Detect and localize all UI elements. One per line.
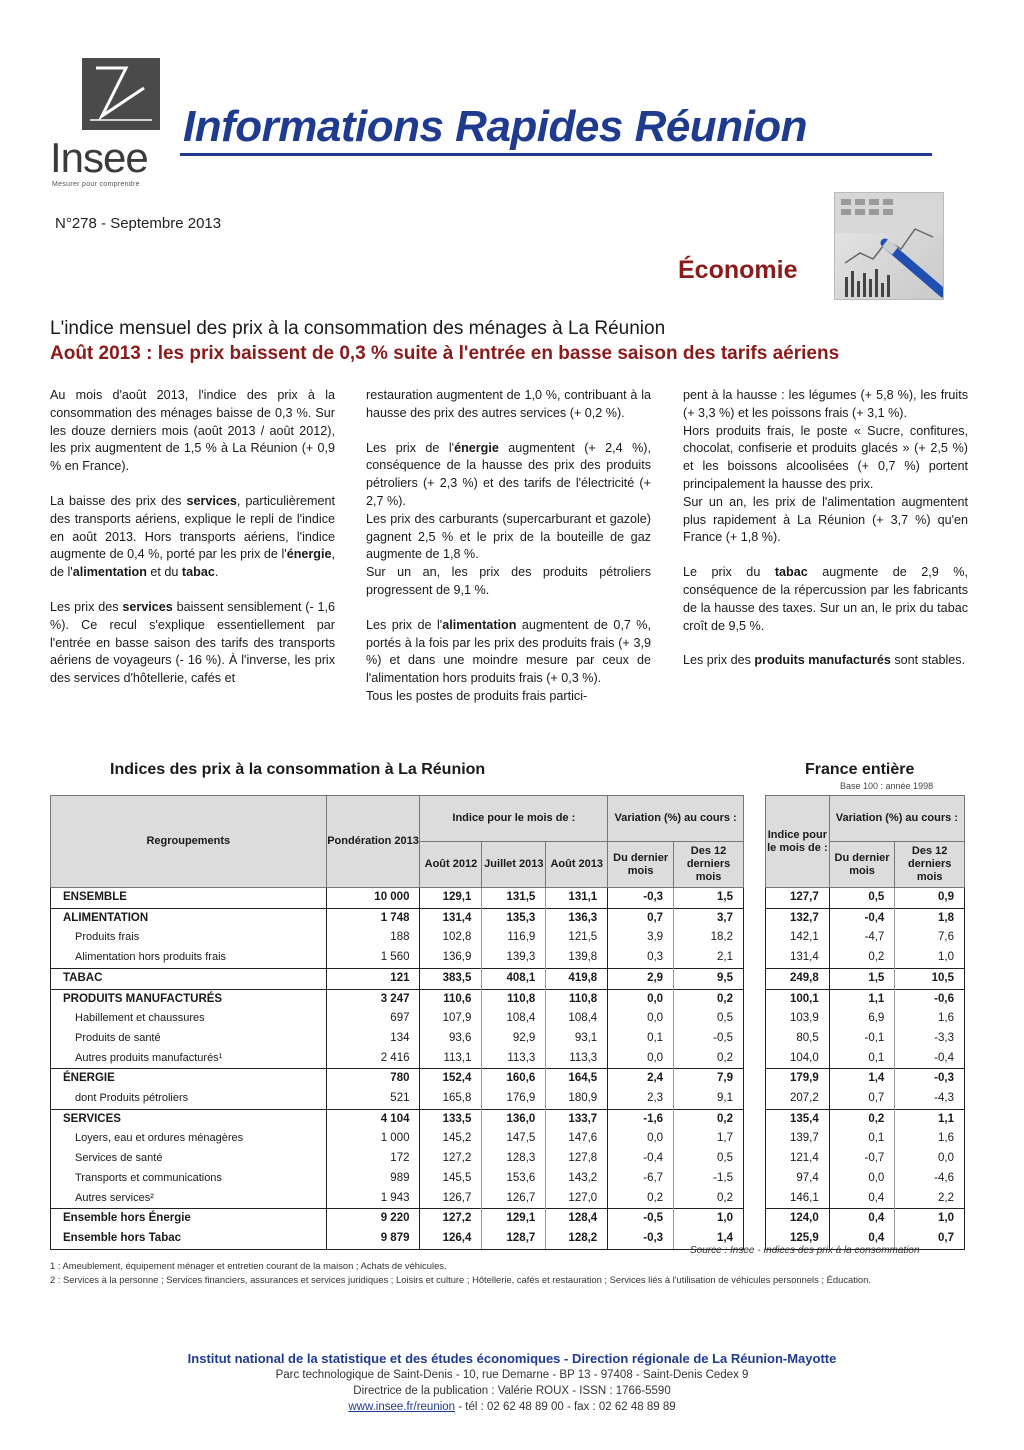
cell-aout-2013: 93,1 — [546, 1029, 608, 1049]
cell-ponderation: 697 — [326, 1009, 420, 1029]
cell-juillet-2013: 108,4 — [482, 1009, 546, 1029]
cell-aout-2013-fr: 179,9 — [766, 1069, 830, 1089]
cell-variation-mois-fr: 0,2 — [829, 1109, 895, 1129]
paragraph: Les prix des carburants (supercarburant et gazole) gagnent 2,5 % et le prix de la bouteille de gaz augmente de 1,8 %. — [366, 511, 651, 562]
table-source: Source : Insee - Indices des prix à la consommation — [690, 1245, 920, 1256]
cell-ponderation: 989 — [326, 1169, 420, 1189]
cell-variation-mois: 0,0 — [608, 989, 674, 1009]
paragraph: Au mois d'août 2013, l'indice des prix à la consommation des ménages baisse de 0,3 %. Sur les douze derniers mois (août 2013 / août 2012), les prix augmentent de 1,5 % à La Réunion (+ 0,9 % en France). — [50, 388, 335, 474]
cell-variation-mois: 0,7 — [608, 908, 674, 928]
cell-variation-12-mois-fr: -4,6 — [895, 1169, 965, 1189]
cell-variation-mois: 0,0 — [608, 1129, 674, 1149]
header-variation: Variation (%) au cours : — [608, 796, 744, 842]
cell-variation-12-mois: 18,2 — [674, 928, 744, 948]
cell-variation-mois-fr: 1,1 — [829, 989, 895, 1009]
cell-aout-2013: 180,9 — [546, 1089, 608, 1109]
cell-juillet-2013: 131,5 — [482, 888, 546, 909]
paragraph: Sur un an, les prix de l'alimentation augmentent plus rapidement à La Réunion (+ 3,7 %) qu'en France (+ 1,8 %). — [683, 494, 968, 545]
cell-variation-12-mois-fr: 7,6 — [895, 928, 965, 948]
cell-variation-mois-fr: -0,7 — [829, 1149, 895, 1169]
cell-aout-2013-fr: 103,9 — [766, 1009, 830, 1029]
cell-variation-mois-fr: 0,4 — [829, 1189, 895, 1209]
cell-variation-mois: -6,7 — [608, 1169, 674, 1189]
cell-aout-2013: 147,6 — [546, 1129, 608, 1149]
cell-variation-12-mois: 1,0 — [674, 1209, 744, 1229]
cell-aout-2012: 127,2 — [420, 1209, 482, 1229]
paragraph: La baisse des prix des services, particulièrement des transports aériens, explique le repli de l'indice en août 2013. Hors transports aériens, l'indice augmente de 0,4 %, porté par les prix de l'énergie, de l'alimentation et du tabac. — [50, 493, 336, 580]
cell-juillet-2013: 136,0 — [482, 1109, 546, 1129]
cell-aout-2012: 165,8 — [420, 1089, 482, 1109]
header-12-mois-fr: Des 12 derniers mois — [895, 842, 965, 888]
cell-aout-2013-fr: 121,4 — [766, 1149, 830, 1169]
cell-aout-2012: 136,9 — [420, 948, 482, 968]
row-label: PRODUITS MANUFACTURÉS — [51, 989, 327, 1009]
cell-variation-mois-fr: 0,5 — [829, 888, 895, 909]
table-row — [766, 1009, 965, 1029]
cell-variation-12-mois-fr: -3,3 — [895, 1029, 965, 1049]
cpi-table-reunion — [50, 795, 744, 1250]
table-row — [51, 1189, 744, 1209]
cell-juillet-2013: 113,3 — [482, 1049, 546, 1069]
cell-aout-2013-fr: 127,7 — [766, 888, 830, 909]
cell-variation-12-mois-fr: 0,9 — [895, 888, 965, 909]
cell-juillet-2013: 126,7 — [482, 1189, 546, 1209]
paragraph: Les prix des produits manufacturés sont stables. — [683, 653, 966, 668]
issue-number: N°278 - Septembre 2013 — [55, 215, 222, 232]
cell-variation-12-mois-fr: 2,2 — [895, 1189, 965, 1209]
cell-variation-12-mois-fr: -0,4 — [895, 1049, 965, 1069]
paragraph: Sur un an, les prix des produits pétroliers progressent de 9,1 %. — [366, 565, 651, 597]
article-column-2 — [366, 387, 651, 706]
cell-aout-2013-fr: 207,2 — [766, 1089, 830, 1109]
insee-logo — [50, 56, 170, 186]
cell-ponderation: 172 — [326, 1149, 420, 1169]
cell-juillet-2013: 139,3 — [482, 948, 546, 968]
header-ponderation: Pondération 2013 — [326, 796, 420, 888]
cell-ponderation: 2 416 — [326, 1049, 420, 1069]
header-juillet-2013: Juillet 2013 — [482, 842, 546, 888]
cell-juillet-2013: 408,1 — [482, 968, 546, 989]
cell-variation-12-mois: 7,9 — [674, 1069, 744, 1089]
cell-aout-2013-fr: 124,0 — [766, 1209, 830, 1229]
cell-aout-2013: 164,5 — [546, 1069, 608, 1089]
article-column-1 — [50, 387, 335, 688]
cell-aout-2012: 126,7 — [420, 1189, 482, 1209]
cell-aout-2012: 107,9 — [420, 1009, 482, 1029]
table-row — [766, 1169, 965, 1189]
header-variation-fr: Variation (%) au cours : — [829, 796, 964, 842]
header-12-mois: Des 12 derniers mois — [674, 842, 744, 888]
article-column-3 — [683, 387, 968, 670]
table-row — [766, 968, 965, 989]
cell-variation-12-mois: 1,7 — [674, 1129, 744, 1149]
cell-aout-2012: 131,4 — [420, 908, 482, 928]
cell-variation-mois: 2,3 — [608, 1089, 674, 1109]
row-label: Habillement et chaussures — [51, 1009, 327, 1029]
row-label: Services de santé — [51, 1149, 327, 1169]
cell-variation-12-mois-fr: 10,5 — [895, 968, 965, 989]
paragraph: Les prix de l'alimentation augmentent de 0,7 %, portés à la fois par les prix des produits frais (+ 3,9 %) et dans une moindre mesure par ceux de l'alimentation hors produits frais (+ 0,3 %). — [366, 617, 651, 686]
table-row — [51, 1049, 744, 1069]
footnote-1: 1 : Ameublement, équipement ménager et entretien courant de la maison ; Achats de véhicules. — [50, 1260, 447, 1271]
cell-ponderation: 188 — [326, 928, 420, 948]
cell-aout-2013: 419,8 — [546, 968, 608, 989]
cell-variation-12-mois-fr: 0,0 — [895, 1149, 965, 1169]
cell-variation-mois: 2,9 — [608, 968, 674, 989]
header-aout-2013: Août 2013 — [546, 842, 608, 888]
cell-aout-2012: 127,2 — [420, 1149, 482, 1169]
row-label: Ensemble hors Tabac — [51, 1229, 327, 1249]
publication-title: Informations Rapides Réunion — [183, 102, 808, 151]
cell-ponderation: 9 220 — [326, 1209, 420, 1229]
cell-variation-mois-fr: 1,5 — [829, 968, 895, 989]
cell-juillet-2013: 147,5 — [482, 1129, 546, 1149]
footer-publication-director: Directrice de la publication : Valérie ROUX - ISSN : 1766-5590 — [353, 1385, 671, 1397]
cell-aout-2013-fr: 139,7 — [766, 1129, 830, 1149]
cell-variation-12-mois: 9,5 — [674, 968, 744, 989]
cell-aout-2013: 108,4 — [546, 1009, 608, 1029]
cell-variation-12-mois: -0,5 — [674, 1029, 744, 1049]
logo-word: Insee — [50, 134, 148, 181]
cell-aout-2013-fr: 97,4 — [766, 1169, 830, 1189]
cell-variation-mois: -0,3 — [608, 1229, 674, 1249]
row-label: Loyers, eau et ordures ménagères — [51, 1129, 327, 1149]
article-subtitle: L'indice mensuel des prix à la consommation des ménages à La Réunion — [50, 318, 666, 339]
cell-variation-12-mois: 0,5 — [674, 1009, 744, 1029]
cell-variation-mois: 0,0 — [608, 1049, 674, 1069]
row-label: ÉNERGIE — [51, 1069, 327, 1089]
cell-variation-mois-fr: 0,4 — [829, 1209, 895, 1229]
paragraph: restauration augmentent de 1,0 %, contribuant à la hausse des prix des autres services (+ 0,2 %). — [366, 388, 651, 420]
cell-juillet-2013: 129,1 — [482, 1209, 546, 1229]
cell-ponderation: 780 — [326, 1069, 420, 1089]
cell-ponderation: 10 000 — [326, 888, 420, 909]
table-row — [51, 1209, 744, 1229]
row-label: ENSEMBLE — [51, 888, 327, 909]
table-row — [51, 1109, 744, 1129]
cell-aout-2013-fr: 125,9 — [766, 1229, 830, 1249]
cell-aout-2013: 127,8 — [546, 1149, 608, 1169]
insee-logo-mark — [82, 58, 160, 130]
cell-variation-12-mois: 3,7 — [674, 908, 744, 928]
cell-variation-mois: 0,3 — [608, 948, 674, 968]
cell-juillet-2013: 135,3 — [482, 908, 546, 928]
cell-variation-12-mois: 1,5 — [674, 888, 744, 909]
table-row — [766, 1089, 965, 1109]
footnotes — [50, 1259, 970, 1287]
cell-ponderation: 4 104 — [326, 1109, 420, 1129]
cell-aout-2013-fr: 132,7 — [766, 908, 830, 928]
table-title-france: France entière — [805, 761, 915, 778]
row-label: SERVICES — [51, 1109, 327, 1129]
table-row — [766, 1109, 965, 1129]
cell-ponderation: 521 — [326, 1089, 420, 1109]
cell-variation-12-mois-fr: -0,3 — [895, 1069, 965, 1089]
cell-variation-12-mois: 0,2 — [674, 1189, 744, 1209]
cell-ponderation: 9 879 — [326, 1229, 420, 1249]
cell-aout-2012: 113,1 — [420, 1049, 482, 1069]
cell-aout-2013: 136,3 — [546, 908, 608, 928]
cell-aout-2013: 127,0 — [546, 1189, 608, 1209]
table-row — [51, 1089, 744, 1109]
table-row — [766, 908, 965, 928]
footnote-2: 2 : Services à la personne ; Services financiers, assurances et services juridiques ; Loisirs et culture ; Hôtellerie, cafés et restauration ; Services liés à l'utilisation de véhicules personnels ; Éducation. — [50, 1274, 871, 1285]
cell-variation-mois: -0,5 — [608, 1209, 674, 1229]
paragraph: Hors produits frais, le poste « Sucre, confitures, chocolat, confiserie et produits glacés » (+ 2,5 %) et les boissons alcoolisées (+ 0,7 %) portent principalement la hausse des prix. — [683, 423, 968, 491]
table-row — [51, 1029, 744, 1049]
cpi-table-france — [765, 795, 965, 1250]
table-row — [51, 948, 744, 968]
footer-address: Parc technologique de Saint-Denis - 10, rue Demarne - BP 13 - 97408 - Saint-Denis Cedex 9 — [275, 1369, 749, 1381]
paragraph: Les prix de l'énergie augmentent (+ 2,4 %), conséquence de la hausse des prix des produits pétroliers (+ 2,3 %) et des tarifs de l'électricité (+ 2,7 %). — [366, 440, 651, 508]
row-label: dont Produits pétroliers — [51, 1089, 327, 1109]
cell-variation-mois-fr: -0,4 — [829, 908, 895, 928]
cell-variation-mois-fr: 0,7 — [829, 1089, 895, 1109]
table-row — [766, 928, 965, 948]
table-row — [51, 989, 744, 1009]
row-label: ALIMENTATION — [51, 908, 327, 928]
cell-variation-12-mois-fr: 1,6 — [895, 1129, 965, 1149]
cell-aout-2012: 93,6 — [420, 1029, 482, 1049]
cell-aout-2012: 133,5 — [420, 1109, 482, 1129]
table-row — [51, 968, 744, 989]
cell-variation-12-mois-fr: 1,8 — [895, 908, 965, 928]
table-row — [51, 1169, 744, 1189]
cell-aout-2013-fr: 146,1 — [766, 1189, 830, 1209]
cell-aout-2013: 133,7 — [546, 1109, 608, 1129]
paragraph: Tous les postes de produits frais partici- — [366, 688, 588, 703]
header-dernier-mois: Du dernier mois — [608, 842, 674, 888]
logo-tagline: Mesurer pour comprendre — [52, 181, 140, 188]
table-row — [51, 1149, 744, 1169]
table-row — [766, 1029, 965, 1049]
cell-ponderation: 1 560 — [326, 948, 420, 968]
cell-aout-2013: 121,5 — [546, 928, 608, 948]
cell-aout-2013: 131,1 — [546, 888, 608, 909]
cell-aout-2012: 145,2 — [420, 1129, 482, 1149]
cell-aout-2013-fr: 104,0 — [766, 1049, 830, 1069]
table-row — [766, 1129, 965, 1149]
cell-aout-2013: 128,4 — [546, 1209, 608, 1229]
paragraph: pent à la hausse : les légumes (+ 5,8 %), les fruits (+ 3,3 %) et les poissons frais (+ 3,1 %). — [683, 388, 968, 420]
cell-variation-mois: 0,0 — [608, 1009, 674, 1029]
cell-aout-2013-fr: 80,5 — [766, 1029, 830, 1049]
cell-variation-mois: -1,6 — [608, 1109, 674, 1129]
cell-aout-2012: 126,4 — [420, 1229, 482, 1249]
cell-ponderation: 1 943 — [326, 1189, 420, 1209]
paragraph: Le prix du tabac augmente de 2,9 %, conséquence de la répercussion par les fabricants de la hausse des taxes. Sur un an, le prix du tabac croît de 9,5 %. — [683, 565, 968, 633]
table-row — [51, 1229, 744, 1249]
row-label: Alimentation hors produits frais — [51, 948, 327, 968]
cell-juillet-2013: 92,9 — [482, 1029, 546, 1049]
cell-juillet-2013: 176,9 — [482, 1089, 546, 1109]
cell-aout-2013-fr: 131,4 — [766, 948, 830, 968]
table-row — [766, 989, 965, 1009]
header-dernier-mois-fr: Du dernier mois — [829, 842, 895, 888]
cell-aout-2013: 113,3 — [546, 1049, 608, 1069]
cell-aout-2013-fr: 142,1 — [766, 928, 830, 948]
base-note: Base 100 : année 1998 — [840, 781, 934, 791]
cell-juillet-2013: 128,7 — [482, 1229, 546, 1249]
cell-variation-mois: 2,4 — [608, 1069, 674, 1089]
header-regroupements: Regroupements — [51, 796, 327, 888]
cell-aout-2013: 128,2 — [546, 1229, 608, 1249]
cell-variation-mois-fr: -0,1 — [829, 1029, 895, 1049]
cell-variation-mois-fr: -4,7 — [829, 928, 895, 948]
cell-juillet-2013: 110,8 — [482, 989, 546, 1009]
cell-juillet-2013: 128,3 — [482, 1149, 546, 1169]
cell-aout-2013: 139,8 — [546, 948, 608, 968]
cell-variation-12-mois-fr: -4,3 — [895, 1089, 965, 1109]
page-footer — [0, 1350, 1024, 1415]
cell-variation-mois: 0,2 — [608, 1189, 674, 1209]
cell-aout-2013-fr: 249,8 — [766, 968, 830, 989]
table-row — [766, 1069, 965, 1089]
cell-aout-2013: 143,2 — [546, 1169, 608, 1189]
row-label: Produits frais — [51, 928, 327, 948]
paragraph: Les prix des services baissent sensiblement (- 1,6 %). Ce recul s'explique essentiellement par l'entrée en basse saison des tarifs des transports aériens de voyageurs (- 16 %). À l'inverse, les prix des services d'hôtellerie, cafés et — [50, 599, 335, 686]
cell-variation-12-mois: 0,2 — [674, 1049, 744, 1069]
cell-aout-2013: 110,8 — [546, 989, 608, 1009]
cell-variation-mois-fr: 0,2 — [829, 948, 895, 968]
table-row — [766, 1189, 965, 1209]
header-indice-fr: Indice pour le mois de : — [766, 796, 830, 888]
row-label: Transports et communications — [51, 1169, 327, 1189]
cell-ponderation: 1 000 — [326, 1129, 420, 1149]
cell-variation-mois-fr: 6,9 — [829, 1009, 895, 1029]
table-row — [766, 1209, 965, 1229]
footer-contact: www.insee.fr/reunion - tél : 02 62 48 89 00 - fax : 02 62 48 89 89 — [348, 1401, 676, 1413]
cell-variation-12-mois: 9,1 — [674, 1089, 744, 1109]
cell-aout-2012: 110,6 — [420, 989, 482, 1009]
cell-variation-mois: -0,4 — [608, 1149, 674, 1169]
cell-aout-2012: 152,4 — [420, 1069, 482, 1089]
header-aout-2012: Août 2012 — [420, 842, 482, 888]
cell-variation-12-mois-fr: 1,6 — [895, 1009, 965, 1029]
cell-variation-12-mois-fr: -0,6 — [895, 989, 965, 1009]
header-indice: Indice pour le mois de : — [420, 796, 608, 842]
article-headline: Août 2013 : les prix baissent de 0,3 % suite à l'entrée en basse saison des tarifs aériens — [50, 343, 840, 364]
cell-aout-2012: 129,1 — [420, 888, 482, 909]
table-row — [51, 908, 744, 928]
cell-variation-mois: 0,1 — [608, 1029, 674, 1049]
cell-variation-mois: 3,9 — [608, 928, 674, 948]
cell-variation-12-mois-fr: 1,1 — [895, 1109, 965, 1129]
table-row — [766, 888, 965, 909]
cell-juillet-2013: 153,6 — [482, 1169, 546, 1189]
cell-variation-12-mois: 0,5 — [674, 1149, 744, 1169]
table-title-reunion: Indices des prix à la consommation à La Réunion — [110, 761, 486, 778]
cell-variation-12-mois-fr: 1,0 — [895, 948, 965, 968]
cell-juillet-2013: 116,9 — [482, 928, 546, 948]
cell-variation-12-mois-fr: 0,7 — [895, 1229, 965, 1249]
cell-variation-mois-fr: 0,1 — [829, 1129, 895, 1149]
table-row — [766, 1049, 965, 1069]
section-tag: Économie — [678, 256, 798, 284]
cell-aout-2013-fr: 100,1 — [766, 989, 830, 1009]
cell-aout-2013-fr: 135,4 — [766, 1109, 830, 1129]
table-row — [766, 948, 965, 968]
cell-variation-12-mois: 0,2 — [674, 1109, 744, 1129]
cell-aout-2012: 383,5 — [420, 968, 482, 989]
row-label: Autres services² — [51, 1189, 327, 1209]
cell-variation-mois-fr: 0,1 — [829, 1049, 895, 1069]
title-underline — [180, 153, 932, 156]
row-label: Produits de santé — [51, 1029, 327, 1049]
table-row — [51, 928, 744, 948]
cell-variation-mois-fr: 1,4 — [829, 1069, 895, 1089]
cell-aout-2012: 102,8 — [420, 928, 482, 948]
section-photo — [834, 192, 944, 300]
cell-variation-mois: -0,3 — [608, 888, 674, 909]
footer-institution: Institut national de la statistique et des études économiques - Direction régionale de La Réunion-Mayotte — [187, 1351, 837, 1366]
cell-variation-12-mois: -1,5 — [674, 1169, 744, 1189]
table-row — [51, 1069, 744, 1089]
row-label: Ensemble hors Énergie — [51, 1209, 327, 1229]
cell-juillet-2013: 160,6 — [482, 1069, 546, 1089]
row-label: Autres produits manufacturés¹ — [51, 1049, 327, 1069]
table-row — [51, 1009, 744, 1029]
cell-variation-mois-fr: 0,0 — [829, 1169, 895, 1189]
footer-website-link[interactable]: www.insee.fr/reunion — [348, 1401, 456, 1413]
cell-aout-2012: 145,5 — [420, 1169, 482, 1189]
cell-variation-mois-fr: 0,4 — [829, 1229, 895, 1249]
cell-variation-12-mois: 0,2 — [674, 989, 744, 1009]
cell-ponderation: 121 — [326, 968, 420, 989]
cell-variation-12-mois-fr: 1,0 — [895, 1209, 965, 1229]
cell-variation-12-mois: 2,1 — [674, 948, 744, 968]
table-row — [766, 1149, 965, 1169]
cell-ponderation: 1 748 — [326, 908, 420, 928]
row-label: TABAC — [51, 968, 327, 989]
cell-ponderation: 3 247 — [326, 989, 420, 1009]
cell-variation-12-mois: 1,4 — [674, 1229, 744, 1249]
table-row — [51, 1129, 744, 1149]
table-row — [51, 888, 744, 909]
cell-ponderation: 134 — [326, 1029, 420, 1049]
